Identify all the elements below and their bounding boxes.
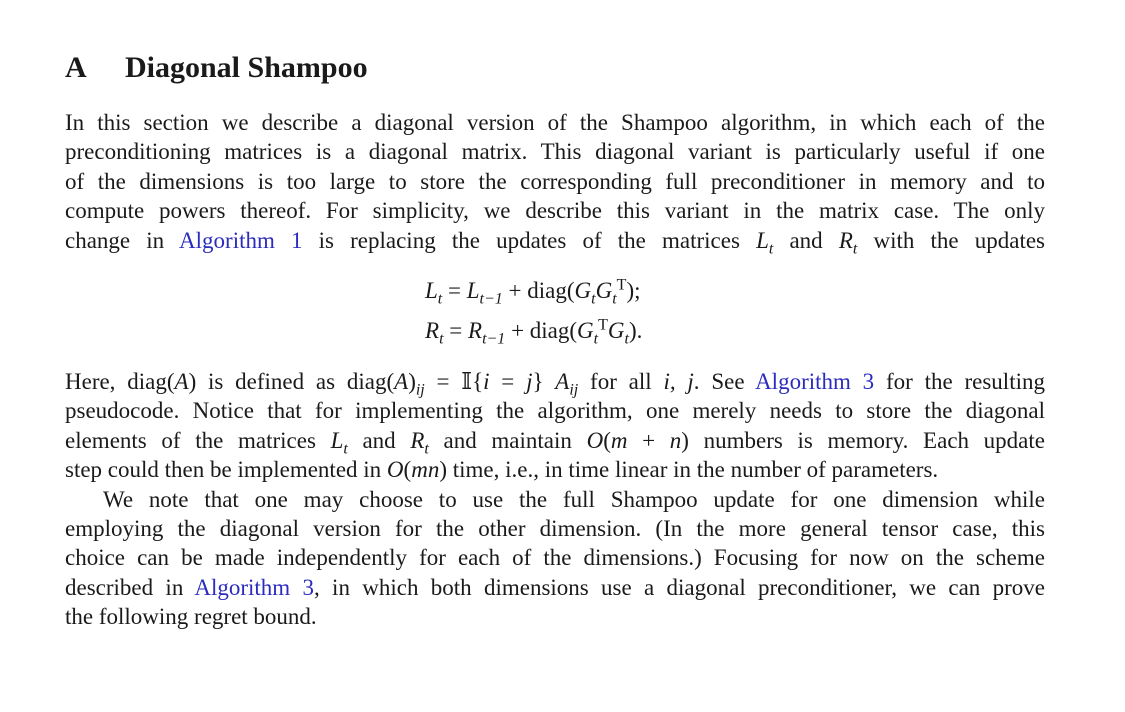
text-line bbox=[65, 226, 1045, 258]
text-line: of the dimensions is too large to store the corresponding full preconditioner in memory and to bbox=[65, 168, 1045, 194]
text-line: pseudocode. Notice that for implementing the algorithm, one merely needs to store the diagonal bbox=[65, 398, 1045, 424]
algorithm-3-link[interactable]: Algorithm 3 bbox=[755, 369, 875, 395]
paragraph-intro bbox=[65, 108, 1045, 258]
text-fragment: numbers is memory. Each update bbox=[688, 427, 1045, 453]
text-line: compute powers thereof. For simplicity, we describe this variant in the matrix case. The only bbox=[65, 198, 1045, 224]
text-line bbox=[65, 573, 1045, 602]
math-R-t: $R_t$ bbox=[410, 427, 429, 458]
text-line: employing the diagonal version for the other dimension. (In the more general tensor case, this bbox=[65, 516, 1045, 542]
text-fragment: , in which both dimensions use a diagonal preconditioner, we can prove bbox=[314, 574, 1045, 600]
math-L-t: $L_t$ bbox=[756, 227, 774, 258]
text-fragment: elements of the matrices bbox=[65, 427, 331, 453]
text-fragment: described in bbox=[65, 574, 195, 600]
math-big-o-mn: O(mn) bbox=[386, 457, 448, 483]
section-title: Diagonal Shampoo bbox=[125, 51, 368, 84]
text-line: preconditioning matrices is a diagonal matrix. This diagonal variant is particularly useful if one bbox=[65, 139, 1045, 165]
text-fragment: step could then be implemented in bbox=[65, 457, 387, 483]
text-fragment: ) is defined as diag( bbox=[188, 369, 395, 395]
text-fragment: Here, diag( bbox=[65, 369, 175, 395]
update-equations bbox=[65, 271, 1045, 351]
text-line: choice can be made independently for each of the dimensions.) Focusing for now on the scheme bbox=[65, 545, 1045, 571]
text-line: Here, diag(A) is defined as $diag(A)_{ij}$ = 𝕀{i = j} $A_{ij}$ for all i, j. See Algorithm 3 for the resulting bbox=[65, 369, 1045, 399]
equation-R-update: $R_t = R_{t-1}$ + $diag(G_t^TG_t)$. bbox=[425, 316, 643, 348]
text-line bbox=[65, 455, 1045, 484]
math-R-t: $R_t$ bbox=[838, 227, 858, 258]
text-line: In this section we describe a diagonal version of the Shampoo algorithm, in which each of the bbox=[65, 110, 1045, 135]
text-fragment: time, i.e., in time linear in the number of parameters. bbox=[447, 457, 939, 483]
text-fragment: for the resulting bbox=[874, 369, 1045, 395]
text-fragment: with the updates bbox=[857, 227, 1045, 253]
text-fragment: and bbox=[773, 227, 839, 253]
algorithm-1-link[interactable]: Algorithm 1 bbox=[179, 227, 303, 253]
text-fragment: . See bbox=[693, 369, 756, 395]
section-number: A bbox=[65, 51, 87, 84]
text-line bbox=[65, 426, 1045, 458]
document-page bbox=[65, 48, 1045, 632]
section-heading bbox=[65, 48, 1045, 88]
text-line: the following regret bound. bbox=[65, 604, 317, 630]
text-fragment: change in bbox=[65, 227, 180, 253]
algorithm-3-link[interactable]: Algorithm 3 bbox=[194, 574, 314, 600]
math-big-o-m-plus-n: O(m + n) bbox=[586, 427, 689, 453]
equation-L-update: $L_t = L_{t-1}$ + $diag(G_tG_t^T)$; bbox=[425, 276, 641, 308]
math-L-t: $L_t$ bbox=[330, 427, 348, 458]
text-fragment: and bbox=[347, 427, 411, 453]
paragraph-definition bbox=[65, 367, 1045, 485]
text-fragment: and maintain bbox=[428, 427, 587, 453]
text-fragment: for all bbox=[578, 369, 664, 395]
text-fragment: is replacing the updates of the matrices bbox=[302, 227, 757, 253]
math-diag-def: A bbox=[394, 369, 409, 395]
text-line: We note that one may choose to use the full Shampoo update for one dimension while bbox=[103, 486, 1045, 512]
math-ij: i, j bbox=[663, 369, 694, 395]
math-A: A bbox=[174, 369, 189, 395]
paragraph-note bbox=[65, 485, 1045, 632]
